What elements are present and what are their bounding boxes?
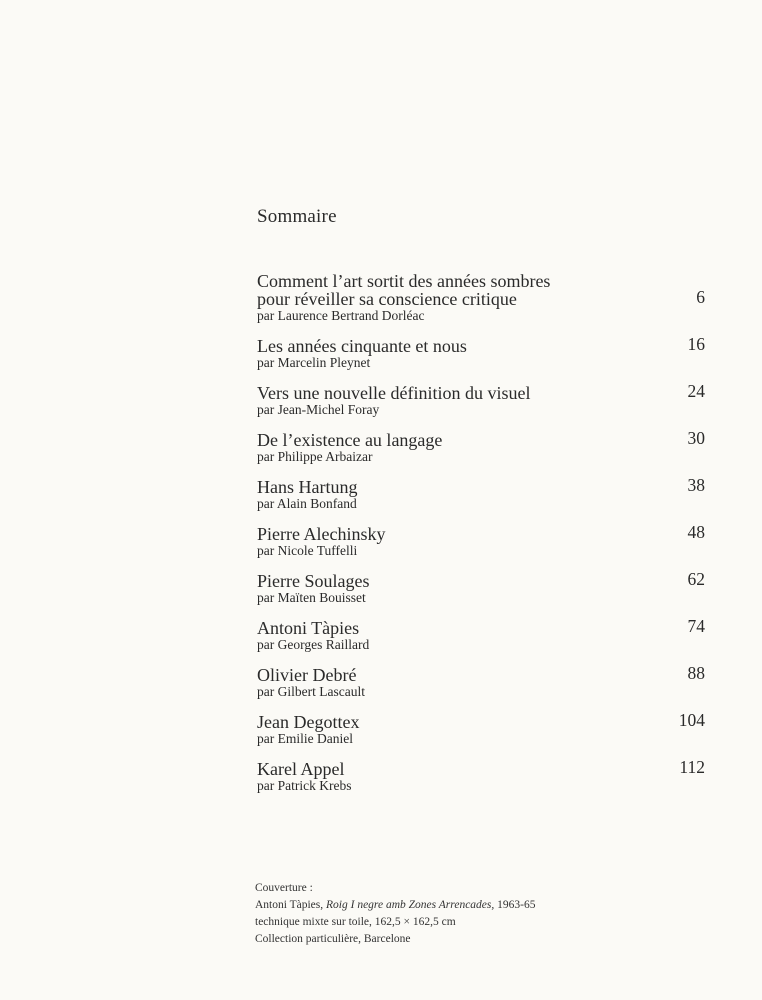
toc-entry-page-number: 62: [687, 569, 705, 589]
cover-caption-collection: Collection particulière, Barcelone: [255, 933, 411, 945]
cover-caption-work: [255, 897, 535, 914]
toc-entry-page-number: 30: [687, 428, 705, 448]
toc-entry-author: par Nicole Tuffelli: [257, 543, 358, 558]
toc-entry-page-number: 24: [687, 381, 705, 401]
toc-entry: [257, 272, 705, 323]
toc-entry: [257, 522, 705, 558]
toc-entry-title: Olivier Debré: [257, 665, 357, 685]
toc-entry-author: par Emilie Daniel: [257, 731, 353, 746]
toc-entry-title: Karel Appel: [257, 759, 345, 779]
toc-entry: [257, 569, 705, 605]
toc-entry: [257, 710, 705, 746]
toc-entry-page-number: 112: [679, 757, 705, 777]
toc-entry-author: par Patrick Krebs: [257, 778, 352, 793]
toc-entry: [257, 475, 705, 511]
toc-entry-page-number: 88: [687, 663, 705, 683]
toc-entry-page-number: 48: [687, 522, 705, 542]
page-title: Sommaire: [257, 206, 337, 227]
toc-entry-page-number: 74: [687, 616, 705, 636]
toc-entry-author: par Gilbert Lascault: [257, 684, 365, 699]
table-of-contents: [257, 272, 705, 807]
toc-entry-title: De l’existence au langage: [257, 430, 443, 450]
cover-caption-label: Couverture :: [255, 882, 313, 894]
toc-entry: [257, 428, 705, 464]
toc-entry-title: Les années cinquante et nous: [257, 336, 467, 356]
toc-entry-title: Pierre Soulages: [257, 571, 370, 591]
toc-entry-title: Vers une nouvelle définition du visuel: [257, 383, 531, 403]
toc-entry: [257, 334, 705, 370]
toc-entry-author: par Philippe Arbaizar: [257, 449, 373, 464]
toc-entry-page-number: 6: [696, 287, 705, 307]
toc-entry: [257, 663, 705, 699]
toc-entry: [257, 757, 705, 793]
toc-entry-author: par Laurence Bertrand Dorléac: [257, 308, 425, 323]
cover-artist: Antoni Tàpies,: [255, 899, 324, 911]
toc-entry: [257, 381, 705, 417]
toc-entry-page-number: 104: [678, 710, 705, 730]
toc-entry-author: par Maïten Bouisset: [257, 590, 366, 605]
cover-caption-technique: technique mixte sur toile, 162,5 × 162,5 cm: [255, 916, 456, 928]
toc-entry-author: par Alain Bonfand: [257, 496, 357, 511]
toc-entry-title: Comment l’art sortit des années sombres pour réveiller sa conscience critique: [257, 271, 551, 309]
toc-entry-page-number: 38: [687, 475, 705, 495]
toc-entry-title: Antoni Tàpies: [257, 618, 360, 638]
toc-entry-page-number: 16: [687, 334, 705, 354]
cover-caption: [255, 880, 535, 948]
toc-entry-author: par Jean-Michel Foray: [257, 402, 380, 417]
toc-entry-title: Pierre Alechinsky: [257, 524, 386, 544]
toc-entry-author: par Georges Raillard: [257, 637, 370, 652]
cover-work-title: Roig I negre amb Zones Arrencades,: [326, 899, 495, 911]
toc-entry: [257, 616, 705, 652]
cover-year: 1963-65: [497, 899, 536, 911]
toc-entry-author: par Marcelin Pleynet: [257, 355, 371, 370]
toc-entry-title: Hans Hartung: [257, 477, 358, 497]
toc-entry-title: Jean Degottex: [257, 712, 360, 732]
